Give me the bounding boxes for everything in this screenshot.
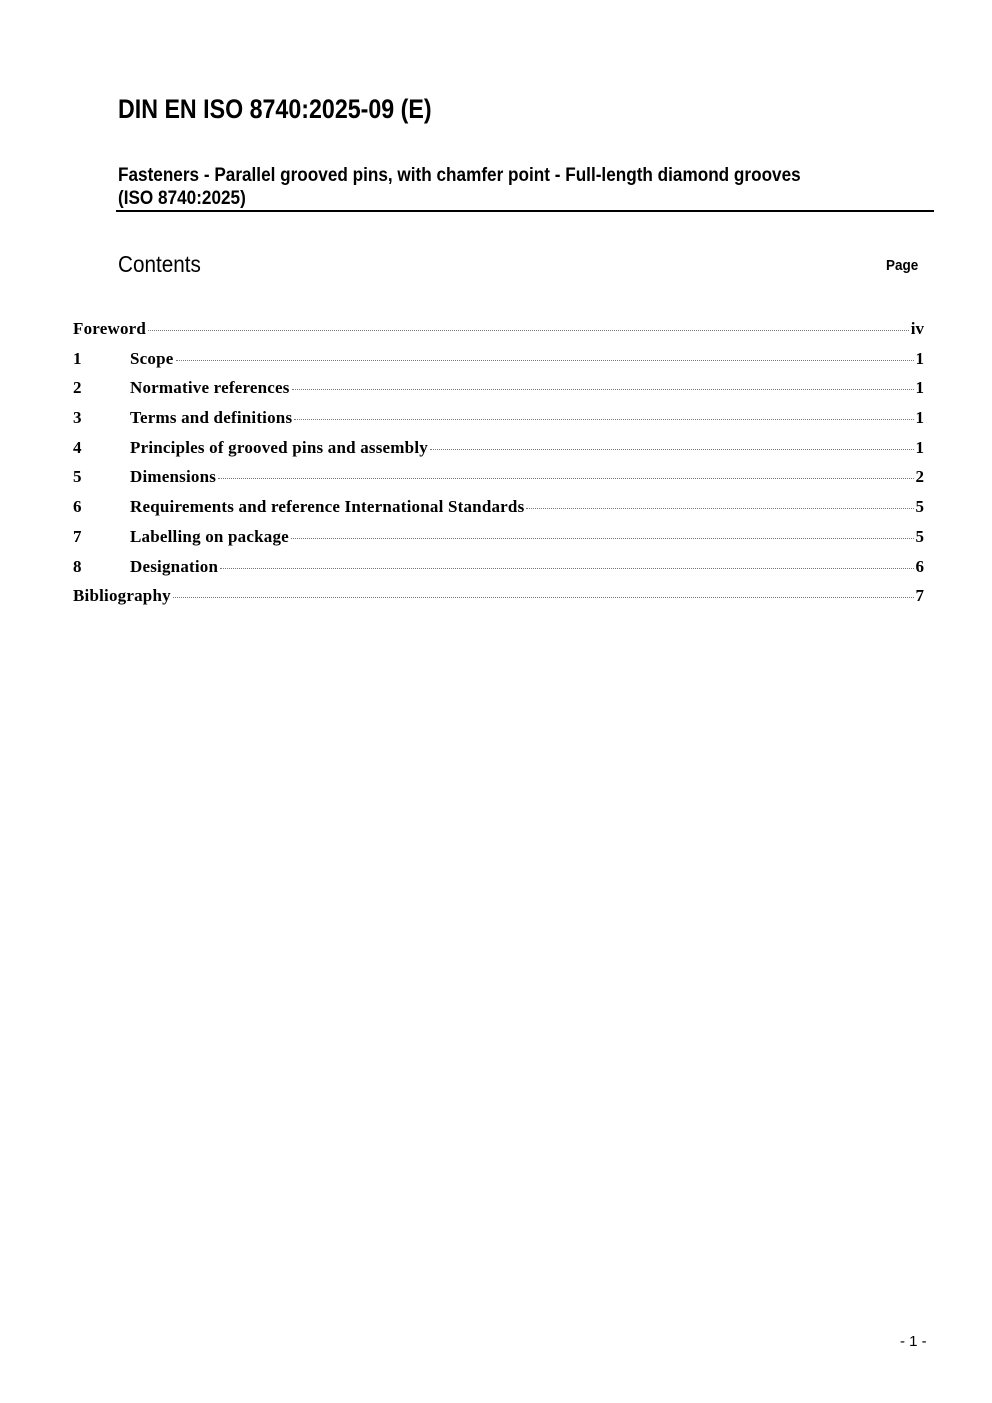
toc-entry-title[interactable]: Dimensions	[130, 467, 217, 487]
toc-entry-page[interactable]: 5	[915, 497, 924, 517]
toc-entry-page[interactable]: 1	[915, 378, 924, 398]
toc-entry-number: 7	[73, 526, 82, 546]
subtitle-line-1: Fasteners - Parallel grooved pins, with chamfer point - Full-length diamond grooves	[118, 164, 801, 186]
toc-entry-page[interactable]: 1	[915, 408, 924, 428]
toc-entry[interactable]	[73, 408, 924, 438]
toc-entry-number: 4	[73, 437, 82, 457]
dot-leader	[173, 597, 914, 598]
toc-entry-title[interactable]: Terms and definitions	[130, 408, 293, 428]
toc-entry-number: 1	[73, 348, 82, 368]
toc-entry-number: 5	[73, 467, 82, 487]
toc-entry-title[interactable]: Requirements and reference International Standards	[130, 497, 525, 517]
toc-entry-title[interactable]: Normative references	[130, 378, 290, 398]
toc-entry[interactable]	[73, 467, 924, 497]
toc-entry-title[interactable]: Scope	[130, 348, 174, 368]
toc-entry-title[interactable]: Principles of grooved pins and assembly	[130, 437, 428, 457]
toc-entry-page[interactable]: 1	[915, 348, 924, 368]
toc-entry[interactable]	[73, 557, 924, 587]
toc-entry-page[interactable]: 7	[915, 586, 924, 606]
toc-entry-title[interactable]: Designation	[130, 556, 219, 576]
dot-leader	[291, 538, 914, 539]
toc-entry-title[interactable]: Labelling on package	[130, 526, 289, 546]
table-of-contents	[73, 319, 924, 616]
document-title: DIN EN ISO 8740:2025-09 (E)	[118, 94, 432, 124]
toc-entry-number: 2	[73, 378, 82, 398]
toc-entry-title[interactable]: Bibliography	[73, 586, 171, 606]
dot-leader	[148, 330, 909, 331]
page-number: - 1 -	[900, 1333, 927, 1350]
dot-leader	[292, 389, 914, 390]
toc-entry-page[interactable]: 1	[915, 437, 924, 457]
dot-leader	[526, 508, 913, 509]
toc-entry-page[interactable]: 6	[915, 556, 924, 576]
toc-entry[interactable]	[73, 586, 924, 616]
dot-leader	[218, 478, 913, 479]
document-subtitle	[118, 164, 914, 210]
dot-leader	[220, 568, 913, 569]
page-column-label: Page	[886, 257, 919, 274]
toc-entry[interactable]	[73, 319, 924, 349]
toc-entry[interactable]	[73, 438, 924, 468]
toc-entry-number: 3	[73, 408, 82, 428]
dot-leader	[176, 360, 914, 361]
toc-entry[interactable]	[73, 527, 924, 557]
toc-entry[interactable]	[73, 497, 924, 527]
title-divider	[116, 210, 934, 212]
dot-leader	[430, 449, 914, 450]
toc-entry-title[interactable]: Foreword	[73, 319, 147, 338]
toc-entry[interactable]	[73, 378, 924, 408]
toc-entry[interactable]	[73, 349, 924, 379]
toc-entry-page[interactable]: 2	[915, 467, 924, 487]
subtitle-line-2: (ISO 8740:2025)	[118, 187, 246, 209]
toc-entry-number: 6	[73, 497, 82, 517]
toc-entry-page[interactable]: 5	[915, 526, 924, 546]
toc-entry-number: 8	[73, 556, 82, 576]
toc-entry-page[interactable]: iv	[910, 319, 924, 338]
contents-heading: Contents	[118, 251, 201, 277]
dot-leader	[294, 419, 913, 420]
